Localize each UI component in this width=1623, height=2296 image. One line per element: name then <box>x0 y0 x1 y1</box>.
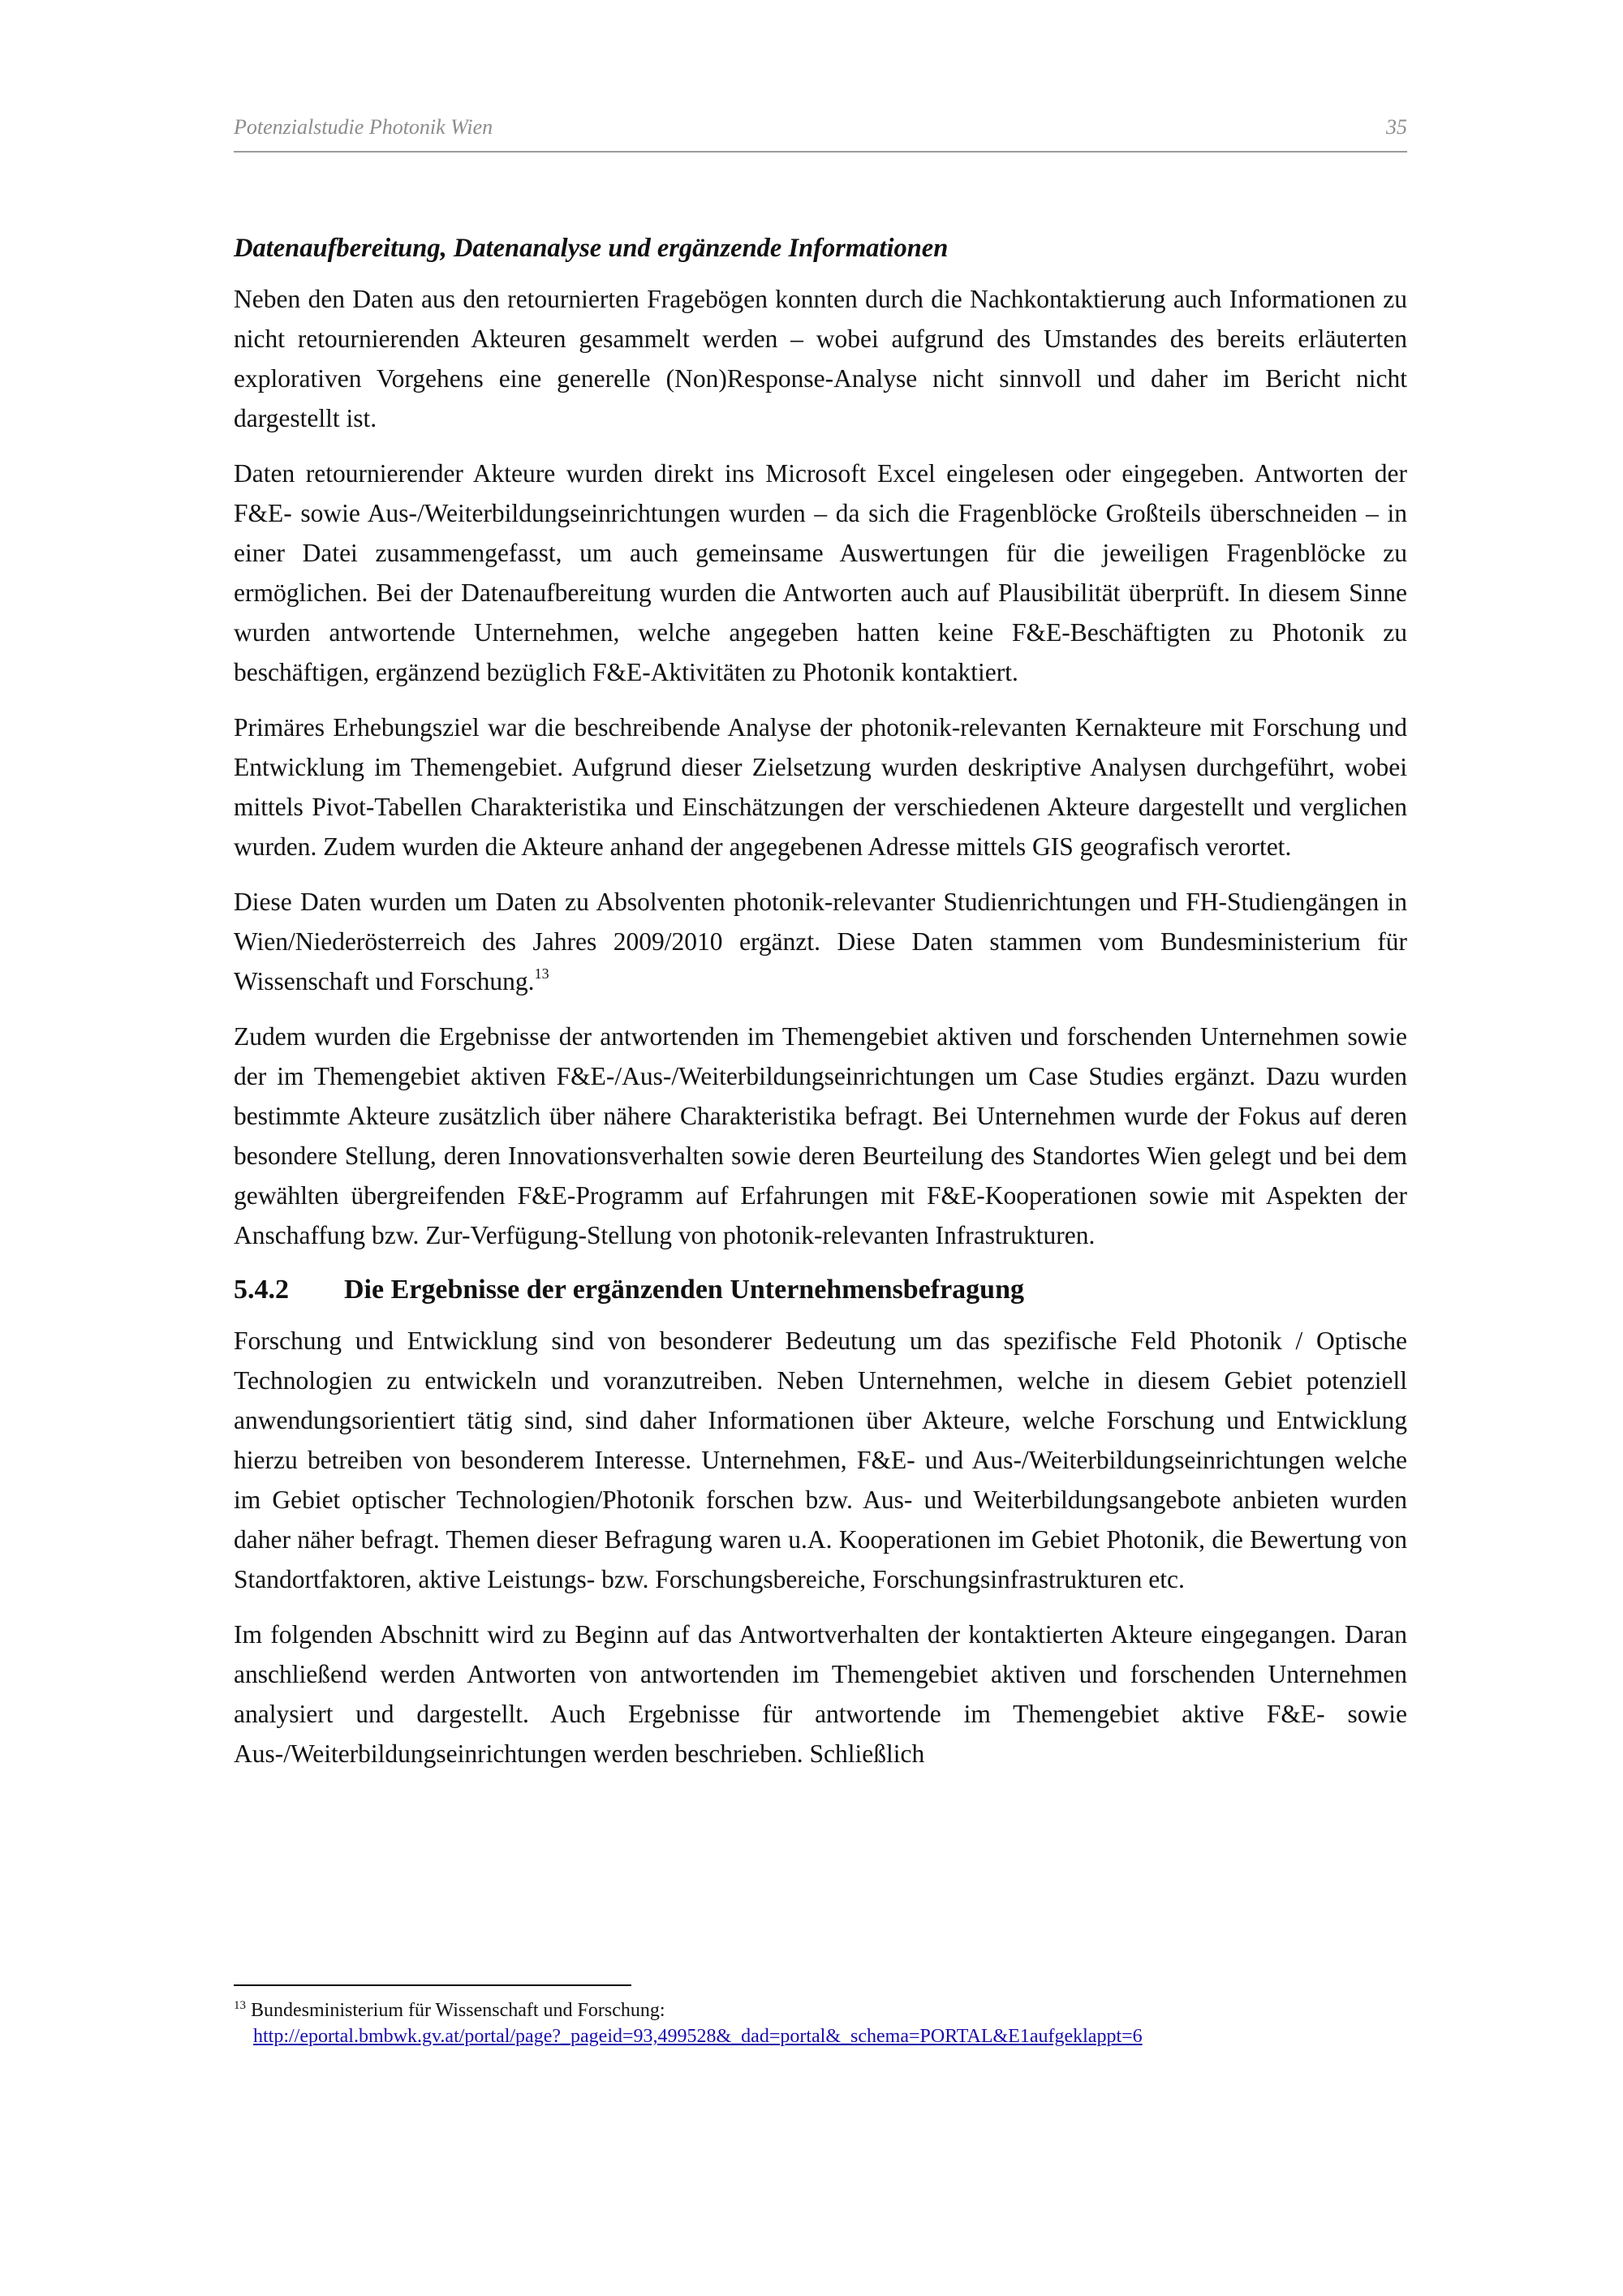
paragraph: Im folgenden Abschnitt wird zu Beginn auf das Antwortverhalten der kontaktierten Akteure eingegangen. Daran anschließend werden Antworten von antwortenden im Themengebiet aktiven und forschenden Unternehmen analysiert und dargestellt. Auch Ergebnisse für antwortende im Themengebiet aktive F&E- sowie Aus-/Weiterbildungseinrichtungen werden beschrieben. Schließlich <box>234 1620 1407 1768</box>
page-number: 35 <box>1386 115 1407 139</box>
paragraph-with-footnote <box>234 882 1407 1001</box>
footnote <box>234 1997 1407 2049</box>
footnote-link[interactable]: http://eportal.bmbwk.gv.at/portal/page?_pageid=93,499528&_dad=portal&_schema=PORTAL&E1aufgeklappt=6 <box>253 2026 1143 2047</box>
running-title: Potenzialstudie Photonik Wien <box>234 115 493 139</box>
section-title: Die Ergebnisse der ergänzenden Unternehmensbefragung <box>344 1275 1024 1305</box>
subheading: Datenaufbereitung, Datenanalyse und ergänzende Informationen <box>234 234 949 263</box>
main-content <box>234 229 1407 1789</box>
paragraph: Daten retournierender Akteure wurden direkt ins Microsoft Excel eingelesen oder eingegeben. Antworten der F&E- sowie Aus-/Weiterbildungseinrichtungen wurden – da sich die Fragenblöcke Großteils überschneiden – in einer Datei zusammengefasst, um auch gemeinsame Auswertungen für die jeweiligen Fragenblöcke zu ermöglichen. Bei der Datenaufbereitung wurden die Antworten auch auf Plausibilität überprüft. In diesem Sinne wurden antwortende Unternehmen, welche angegeben hatten keine F&E-Beschäftigten zu Photonik zu beschäftigen, ergänzend bezüglich F&E-Aktivitäten zu Photonik kontaktiert. <box>234 459 1407 686</box>
page-header <box>234 115 1407 153</box>
paragraph: Neben den Daten aus den retournierten Fragebögen konnten durch die Nachkontaktierung auch Informationen zu nicht retournierenden Akteuren gesammelt werden – wobei aufgrund des Umstandes des bereits erläuterten explorativen Vorgehens eine generelle (Non)Response-Analyse nicht sinnvoll und daher im Bericht nicht dargestellt ist. <box>234 285 1407 432</box>
footnote-ref[interactable]: 13 <box>534 965 549 982</box>
footnote-number: 13 <box>234 1999 246 2012</box>
paragraph-text: Diese Daten wurden um Daten zu Absolventen photonik-relevanter Studienrichtungen und FH-Studiengängen in Wien/Niederösterreich des Jahres 2009/2010 ergänzt. Diese Daten stammen vom Bundesministerium für Wissenschaft und Forschung. <box>234 888 1407 995</box>
section-heading <box>234 1271 1407 1309</box>
footnote-divider <box>234 1984 631 1986</box>
paragraph: Zudem wurden die Ergebnisse der antwortenden im Themengebiet aktiven und forschenden Unternehmen sowie der im Themengebiet aktiven F&E-/Aus-/Weiterbildungseinrichtungen um Case Studies ergänzt. Dazu wurden bestimmte Akteure zusätzlich über nähere Charakteristika befragt. Bei Unternehmen wurde der Fokus auf deren besondere Stellung, deren Innovationsverhalten sowie deren Beurteilung des Standortes Wien gelegt und bei dem gewählten übergreifenden F&E-Programm auf Erfahrungen mit F&E-Kooperationen sowie mit Aspekten der Anschaffung bzw. Zur-Verfügung-Stellung von photonik-relevanten Infrastrukturen. <box>234 1022 1407 1249</box>
section-number: 5.4.2 <box>234 1275 289 1305</box>
paragraph: Primäres Erhebungsziel war die beschreibende Analyse der photonik-relevanten Kernakteure mit Forschung und Entwicklung im Themengebiet. Aufgrund dieser Zielsetzung wurden deskriptive Analysen durchgeführt, wobei mittels Pivot-Tabellen Charakteristika und Einschätzungen der verschiedenen Akteure dargestellt und verglichen wurden. Zudem wurden die Akteure anhand der angegebenen Adresse mittels GIS geografisch verortet. <box>234 713 1407 861</box>
paragraph: Forschung und Entwicklung sind von besonderer Bedeutung um das spezifische Feld Photonik / Optische Technologien zu entwickeln und voranzutreiben. Neben Unternehmen, welche in diesem Gebiet potenziell anwendungsorientiert tätig sind, sind daher Informationen über Akteure, welche Forschung und Entwicklung hierzu betreiben von besonderem Interesse. Unternehmen, F&E- und Aus-/Weiterbildungseinrichtungen welche im Gebiet optischer Technologien/Photonik forschen bzw. Aus- und Weiterbildungsangebote anbieten wurden daher näher befragt. Themen dieser Befragung waren u.A. Kooperationen im Gebiet Photonik, die Bewertung von Standortfaktoren, aktive Leistungs- bzw. Forschungsbereiche, Forschungsinfrastrukturen etc. <box>234 1326 1407 1593</box>
footnote-text: Bundesministerium für Wissenschaft und Forschung: <box>251 2000 665 2021</box>
